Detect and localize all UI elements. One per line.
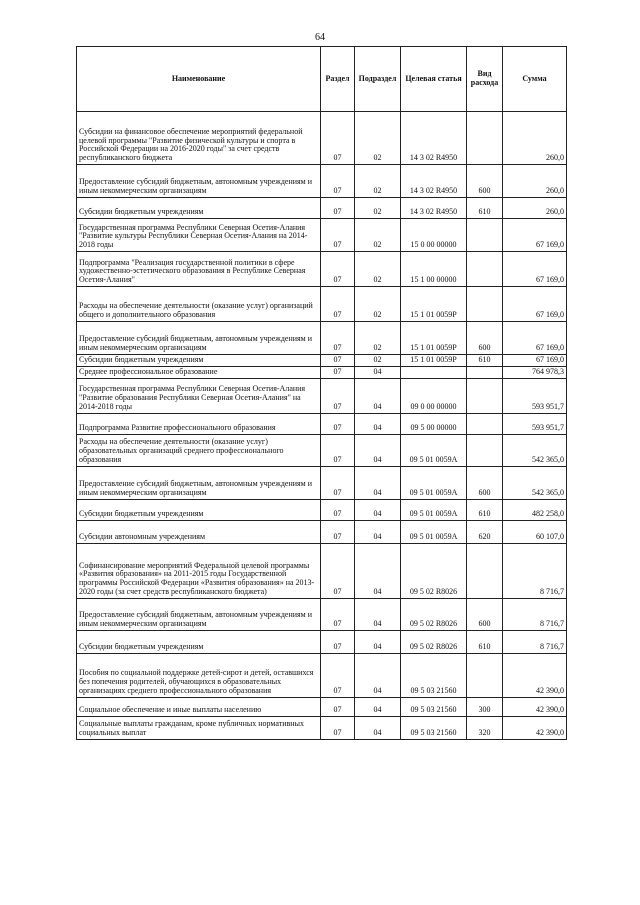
cell-target: 14 3 02 R4950 bbox=[401, 198, 467, 219]
cell-subsection: 04 bbox=[355, 653, 401, 697]
cell-sum: 260,0 bbox=[503, 198, 567, 219]
table-row bbox=[77, 198, 567, 219]
cell-subsection: 04 bbox=[355, 630, 401, 653]
cell-section: 07 bbox=[321, 716, 355, 739]
cell-expense-type bbox=[467, 543, 503, 598]
cell-expense-type bbox=[467, 219, 503, 252]
table-row bbox=[77, 598, 567, 630]
cell-expense-type: 610 bbox=[467, 355, 503, 367]
cell-expense-type: 620 bbox=[467, 520, 503, 543]
cell-section: 07 bbox=[321, 434, 355, 466]
cell-target: 09 0 00 00000 bbox=[401, 378, 467, 413]
cell-name: Подпрограмма Развитие профессионального образования bbox=[77, 413, 321, 434]
cell-sum: 42 390,0 bbox=[503, 653, 567, 697]
cell-section: 07 bbox=[321, 520, 355, 543]
cell-target: 09 5 01 0059А bbox=[401, 499, 467, 520]
cell-expense-type: 600 bbox=[467, 598, 503, 630]
cell-section: 07 bbox=[321, 322, 355, 355]
cell-section: 07 bbox=[321, 543, 355, 598]
cell-name: Предоставление субсидий бюджетным, автономным учреждениям и иным некоммерческим организациям bbox=[77, 466, 321, 499]
cell-sum: 42 390,0 bbox=[503, 697, 567, 716]
cell-section: 07 bbox=[321, 112, 355, 165]
cell-sum: 67 169,0 bbox=[503, 287, 567, 322]
cell-expense-type bbox=[467, 434, 503, 466]
cell-expense-type: 610 bbox=[467, 198, 503, 219]
table-row bbox=[77, 322, 567, 355]
cell-target: 15 1 00 00000 bbox=[401, 252, 467, 287]
cell-section: 07 bbox=[321, 287, 355, 322]
cell-subsection: 02 bbox=[355, 252, 401, 287]
cell-expense-type: 610 bbox=[467, 630, 503, 653]
cell-subsection: 02 bbox=[355, 112, 401, 165]
header-sum: Сумма bbox=[503, 47, 567, 112]
cell-expense-type: 610 bbox=[467, 499, 503, 520]
cell-subsection: 02 bbox=[355, 198, 401, 219]
cell-expense-type: 600 bbox=[467, 466, 503, 499]
header-expense-type: Вид расхода bbox=[467, 47, 503, 112]
cell-sum: 260,0 bbox=[503, 165, 567, 198]
cell-subsection: 02 bbox=[355, 165, 401, 198]
cell-sum: 593 951,7 bbox=[503, 413, 567, 434]
cell-name: Пособия по социальной поддержке детей-сирот и детей, оставшихся без попечения родителей, обучающихся в образовательных организациях среднего профессионального образования bbox=[77, 653, 321, 697]
cell-name: Предоставление субсидий бюджетным, автономным учреждениям и иным некоммерческим организациям bbox=[77, 598, 321, 630]
cell-target: 14 3 02 R4950 bbox=[401, 112, 467, 165]
cell-name: Расходы на обеспечение деятельности (оказание услуг) организаций общего и дополнительного образования bbox=[77, 287, 321, 322]
cell-target: 09 5 03 21560 bbox=[401, 697, 467, 716]
cell-target: 09 5 01 0059А bbox=[401, 466, 467, 499]
cell-sum: 67 169,0 bbox=[503, 252, 567, 287]
cell-name: Расходы на обеспечение деятельности (оказание услуг) образовательных организаций среднего профессионального образования bbox=[77, 434, 321, 466]
cell-subsection: 04 bbox=[355, 598, 401, 630]
table-row bbox=[77, 378, 567, 413]
cell-section: 07 bbox=[321, 252, 355, 287]
cell-name: Субсидии бюджетным учреждениям bbox=[77, 355, 321, 367]
cell-section: 07 bbox=[321, 697, 355, 716]
cell-sum: 542 365,0 bbox=[503, 434, 567, 466]
cell-expense-type bbox=[467, 112, 503, 165]
cell-subsection: 04 bbox=[355, 697, 401, 716]
cell-sum: 764 978,3 bbox=[503, 366, 567, 378]
header-subsection: Подраздел bbox=[355, 47, 401, 112]
cell-subsection: 02 bbox=[355, 219, 401, 252]
table-row bbox=[77, 653, 567, 697]
cell-subsection: 04 bbox=[355, 499, 401, 520]
table-body bbox=[77, 112, 567, 740]
cell-sum: 482 258,0 bbox=[503, 499, 567, 520]
cell-sum: 67 169,0 bbox=[503, 219, 567, 252]
cell-section: 07 bbox=[321, 219, 355, 252]
cell-section: 07 bbox=[321, 413, 355, 434]
cell-name: Государственная программа Республики Северная Осетия-Алания "Развитие культуры Республики Северная Осетия-Алания на 2014-2018 годы bbox=[77, 219, 321, 252]
cell-section: 07 bbox=[321, 466, 355, 499]
table-row bbox=[77, 219, 567, 252]
table-row bbox=[77, 520, 567, 543]
cell-name: Предоставление субсидий бюджетным, автономным учреждениям и иным некоммерческим организациям bbox=[77, 322, 321, 355]
cell-expense-type bbox=[467, 413, 503, 434]
table-row bbox=[77, 287, 567, 322]
cell-name: Предоставление субсидий бюджетным, автономным учреждениям и иным некоммерческим организациям bbox=[77, 165, 321, 198]
cell-section: 07 bbox=[321, 378, 355, 413]
cell-sum: 67 169,0 bbox=[503, 355, 567, 367]
cell-expense-type bbox=[467, 378, 503, 413]
cell-subsection: 04 bbox=[355, 543, 401, 598]
cell-sum: 8 716,7 bbox=[503, 598, 567, 630]
cell-target: 09 5 01 0059А bbox=[401, 434, 467, 466]
cell-target: 15 0 00 00000 bbox=[401, 219, 467, 252]
cell-section: 07 bbox=[321, 598, 355, 630]
cell-section: 07 bbox=[321, 355, 355, 367]
cell-expense-type: 320 bbox=[467, 716, 503, 739]
table-row bbox=[77, 466, 567, 499]
cell-section: 07 bbox=[321, 653, 355, 697]
cell-subsection: 04 bbox=[355, 366, 401, 378]
cell-sum: 42 390,0 bbox=[503, 716, 567, 739]
cell-target: 09 5 02 R8026 bbox=[401, 543, 467, 598]
cell-name: Социальное обеспечение и иные выплаты населению bbox=[77, 697, 321, 716]
cell-section: 07 bbox=[321, 198, 355, 219]
budget-table bbox=[76, 46, 567, 740]
table-row bbox=[77, 112, 567, 165]
table-row bbox=[77, 630, 567, 653]
cell-subsection: 04 bbox=[355, 378, 401, 413]
cell-target: 09 5 01 0059А bbox=[401, 520, 467, 543]
cell-target: 09 5 03 21560 bbox=[401, 653, 467, 697]
cell-sum: 8 716,7 bbox=[503, 630, 567, 653]
cell-name: Субсидии автономным учреждениям bbox=[77, 520, 321, 543]
cell-expense-type bbox=[467, 287, 503, 322]
cell-name: Государственная программа Республики Северная Осетия-Алания "Развитие образования Республики Северная Осетия-Алания" на 2014-2018 годы bbox=[77, 378, 321, 413]
cell-expense-type: 300 bbox=[467, 697, 503, 716]
cell-name: Субсидии бюджетным учреждениям bbox=[77, 198, 321, 219]
cell-target: 09 5 02 R8026 bbox=[401, 630, 467, 653]
table-header-row bbox=[77, 47, 567, 112]
cell-subsection: 04 bbox=[355, 520, 401, 543]
table-row bbox=[77, 252, 567, 287]
table-row bbox=[77, 434, 567, 466]
cell-name: Софинансирование мероприятий Федеральной целевой программы «Развития образования» на 2011-2015 годы Государственной программы Российской Федерации «Развития образования» на 2013-2020 годы (за счет средств республиканского бюджета) bbox=[77, 543, 321, 598]
table-row bbox=[77, 499, 567, 520]
cell-target: 15 1 01 0059Р bbox=[401, 322, 467, 355]
cell-name: Социальные выплаты гражданам, кроме публичных нормативных социальных выплат bbox=[77, 716, 321, 739]
cell-sum: 60 107,0 bbox=[503, 520, 567, 543]
cell-subsection: 04 bbox=[355, 434, 401, 466]
cell-sum: 593 951,7 bbox=[503, 378, 567, 413]
cell-sum: 67 169,0 bbox=[503, 322, 567, 355]
cell-subsection: 04 bbox=[355, 466, 401, 499]
cell-subsection: 04 bbox=[355, 413, 401, 434]
cell-section: 07 bbox=[321, 630, 355, 653]
cell-section: 07 bbox=[321, 366, 355, 378]
table-row bbox=[77, 543, 567, 598]
table-row bbox=[77, 165, 567, 198]
header-target: Целевая статья bbox=[401, 47, 467, 112]
cell-sum: 8 716,7 bbox=[503, 543, 567, 598]
cell-name: Среднее профессиональное образование bbox=[77, 366, 321, 378]
table-row bbox=[77, 355, 567, 367]
cell-sum: 542 365,0 bbox=[503, 466, 567, 499]
cell-target: 14 3 02 R4950 bbox=[401, 165, 467, 198]
cell-expense-type bbox=[467, 252, 503, 287]
cell-target: 15 1 01 0059Р bbox=[401, 355, 467, 367]
cell-name: Субсидии на финансовое обеспечение мероприятий федеральной целевой программы "Развитие физической культуры и спорта в Российской Федерации на 2016-2020 годы" за счет средств республиканского бюджета bbox=[77, 112, 321, 165]
cell-subsection: 02 bbox=[355, 322, 401, 355]
cell-sum: 260,0 bbox=[503, 112, 567, 165]
cell-target: 15 1 01 0059Р bbox=[401, 287, 467, 322]
cell-subsection: 04 bbox=[355, 716, 401, 739]
cell-subsection: 02 bbox=[355, 355, 401, 367]
cell-section: 07 bbox=[321, 499, 355, 520]
page-number: 64 bbox=[315, 32, 325, 43]
cell-expense-type: 600 bbox=[467, 165, 503, 198]
header-section: Раздел bbox=[321, 47, 355, 112]
header-name: Наименование bbox=[77, 47, 321, 112]
cell-name: Подпрограмма "Реализация государственной политики в сфере художественно-эстетического образования в Республике Северная Осетия-Алания" bbox=[77, 252, 321, 287]
cell-subsection: 02 bbox=[355, 287, 401, 322]
cell-name: Субсидии бюджетным учреждениям bbox=[77, 499, 321, 520]
cell-expense-type bbox=[467, 366, 503, 378]
cell-target bbox=[401, 366, 467, 378]
table-row bbox=[77, 716, 567, 739]
cell-expense-type: 600 bbox=[467, 322, 503, 355]
cell-target: 09 5 03 21560 bbox=[401, 716, 467, 739]
cell-target: 09 5 02 R8026 bbox=[401, 598, 467, 630]
cell-name: Субсидии бюджетным учреждениям bbox=[77, 630, 321, 653]
cell-section: 07 bbox=[321, 165, 355, 198]
cell-target: 09 5 00 00000 bbox=[401, 413, 467, 434]
table-row bbox=[77, 366, 567, 378]
table-row bbox=[77, 413, 567, 434]
table-row bbox=[77, 697, 567, 716]
cell-expense-type bbox=[467, 653, 503, 697]
